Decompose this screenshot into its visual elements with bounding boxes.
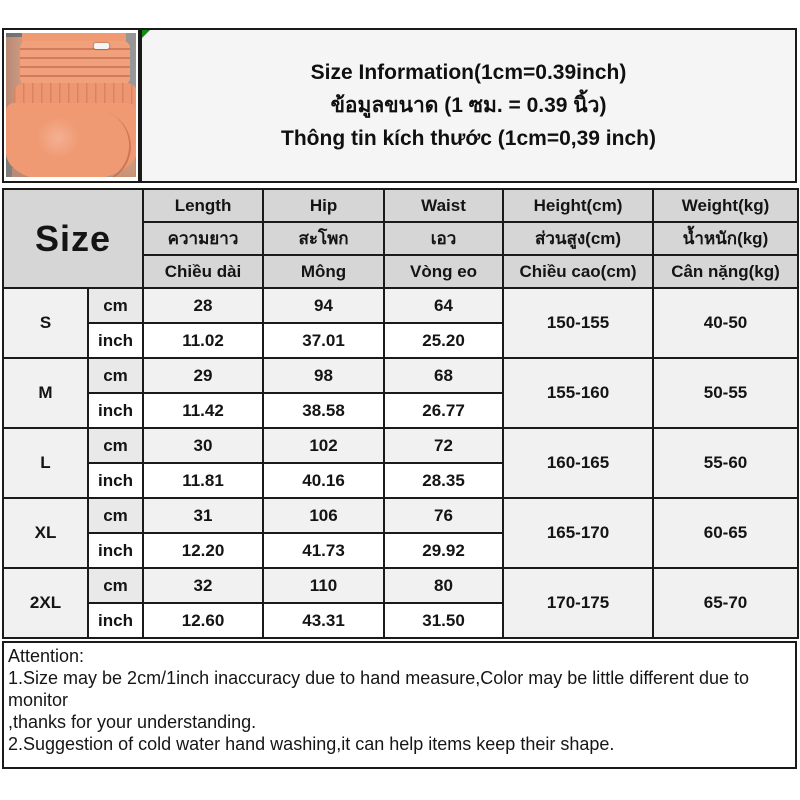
- measure-value: 40.16: [263, 463, 384, 498]
- title-en: Size Information(1cm=0.39inch): [310, 61, 627, 84]
- size-label-xl: XL: [3, 498, 88, 568]
- weight-range: 50-55: [653, 358, 798, 428]
- height-range: 165-170: [503, 498, 653, 568]
- size-label-l: L: [3, 428, 88, 498]
- header-weight-th: น้ำหนัก(kg): [653, 222, 798, 255]
- measure-value: 25.20: [384, 323, 503, 358]
- size-label-m: M: [3, 358, 88, 428]
- unit-label: cm: [88, 428, 143, 463]
- unit-label: cm: [88, 288, 143, 323]
- header-waist-th: เอว: [384, 222, 503, 255]
- title-vi: Thông tin kích thước (1cm=0,39 inch): [281, 127, 656, 150]
- measure-value: 76: [384, 498, 503, 533]
- measure-value: 38.58: [263, 393, 384, 428]
- header-height-vi: Chiều cao(cm): [503, 255, 653, 288]
- header-weight-vi: Cân nặng(kg): [653, 255, 798, 288]
- height-range: 160-165: [503, 428, 653, 498]
- weight-range: 60-65: [653, 498, 798, 568]
- measure-value: 68: [384, 358, 503, 393]
- weight-range: 40-50: [653, 288, 798, 358]
- header-waist-vi: Vòng eo: [384, 255, 503, 288]
- product-photo: [6, 33, 136, 177]
- header-height-en: Height(cm): [503, 189, 653, 222]
- measure-value: 106: [263, 498, 384, 533]
- unit-label: cm: [88, 498, 143, 533]
- measure-value: 43.31: [263, 603, 384, 638]
- size-label-s: S: [3, 288, 88, 358]
- header-weight-en: Weight(kg): [653, 189, 798, 222]
- height-range: 150-155: [503, 288, 653, 358]
- measure-value: 37.01: [263, 323, 384, 358]
- header-length-th: ความยาว: [143, 222, 263, 255]
- measure-value: 31: [143, 498, 263, 533]
- header-hip-th: สะโพก: [263, 222, 384, 255]
- measure-value: 110: [263, 568, 384, 603]
- measure-value: 32: [143, 568, 263, 603]
- height-range: 155-160: [503, 358, 653, 428]
- measure-value: 94: [263, 288, 384, 323]
- size-label-2xl: 2XL: [3, 568, 88, 638]
- unit-label: inch: [88, 393, 143, 428]
- measure-value: 28.35: [384, 463, 503, 498]
- unit-label: cm: [88, 568, 143, 603]
- header-waist-en: Waist: [384, 189, 503, 222]
- measure-value: 41.73: [263, 533, 384, 568]
- measure-value: 11.81: [143, 463, 263, 498]
- size-table: [2, 188, 799, 639]
- unit-label: inch: [88, 533, 143, 568]
- weight-range: 65-70: [653, 568, 798, 638]
- garment-tag: [94, 43, 109, 49]
- measure-value: 102: [263, 428, 384, 463]
- weight-range: 55-60: [653, 428, 798, 498]
- header-hip-en: Hip: [263, 189, 384, 222]
- unit-label: inch: [88, 463, 143, 498]
- attention-note1-line2: ,thanks for your understanding.: [8, 712, 257, 732]
- header-length-en: Length: [143, 189, 263, 222]
- title-block: [140, 28, 797, 183]
- measure-value: 31.50: [384, 603, 503, 638]
- orange-shorts: [6, 103, 136, 177]
- measure-value: 12.20: [143, 533, 263, 568]
- attention-note1-line1: 1.Size may be 2cm/1inch inaccuracy due to hand measure,Color may be little different due to monitor: [8, 668, 750, 710]
- attention-note2: 2.Suggestion of cold water hand washing,it can help items keep their shape.: [8, 734, 615, 754]
- attention-heading: Attention:: [8, 646, 85, 666]
- measure-value: 30: [143, 428, 263, 463]
- unit-label: cm: [88, 358, 143, 393]
- measure-value: 11.42: [143, 393, 263, 428]
- attention-box: [2, 641, 797, 769]
- product-photo-cell: [2, 28, 140, 183]
- measure-value: 72: [384, 428, 503, 463]
- header-hip-vi: Mông: [263, 255, 384, 288]
- measure-value: 11.02: [143, 323, 263, 358]
- height-range: 170-175: [503, 568, 653, 638]
- unit-label: inch: [88, 603, 143, 638]
- measure-value: 29: [143, 358, 263, 393]
- measure-value: 80: [384, 568, 503, 603]
- measure-value: 98: [263, 358, 384, 393]
- measure-value: 29.92: [384, 533, 503, 568]
- measure-value: 28: [143, 288, 263, 323]
- unit-label: inch: [88, 323, 143, 358]
- smocked-waist: [20, 41, 130, 85]
- size-header-cell: Size: [3, 189, 143, 288]
- measure-value: 26.77: [384, 393, 503, 428]
- header-height-th: ส่วนสูง(cm): [503, 222, 653, 255]
- header-length-vi: Chiều dài: [143, 255, 263, 288]
- measure-value: 64: [384, 288, 503, 323]
- excel-corner-marker-icon: [142, 30, 150, 38]
- measure-value: 12.60: [143, 603, 263, 638]
- title-th: ข้อมูลขนาด (1 ซม. = 0.39 นิ้ว): [330, 94, 607, 117]
